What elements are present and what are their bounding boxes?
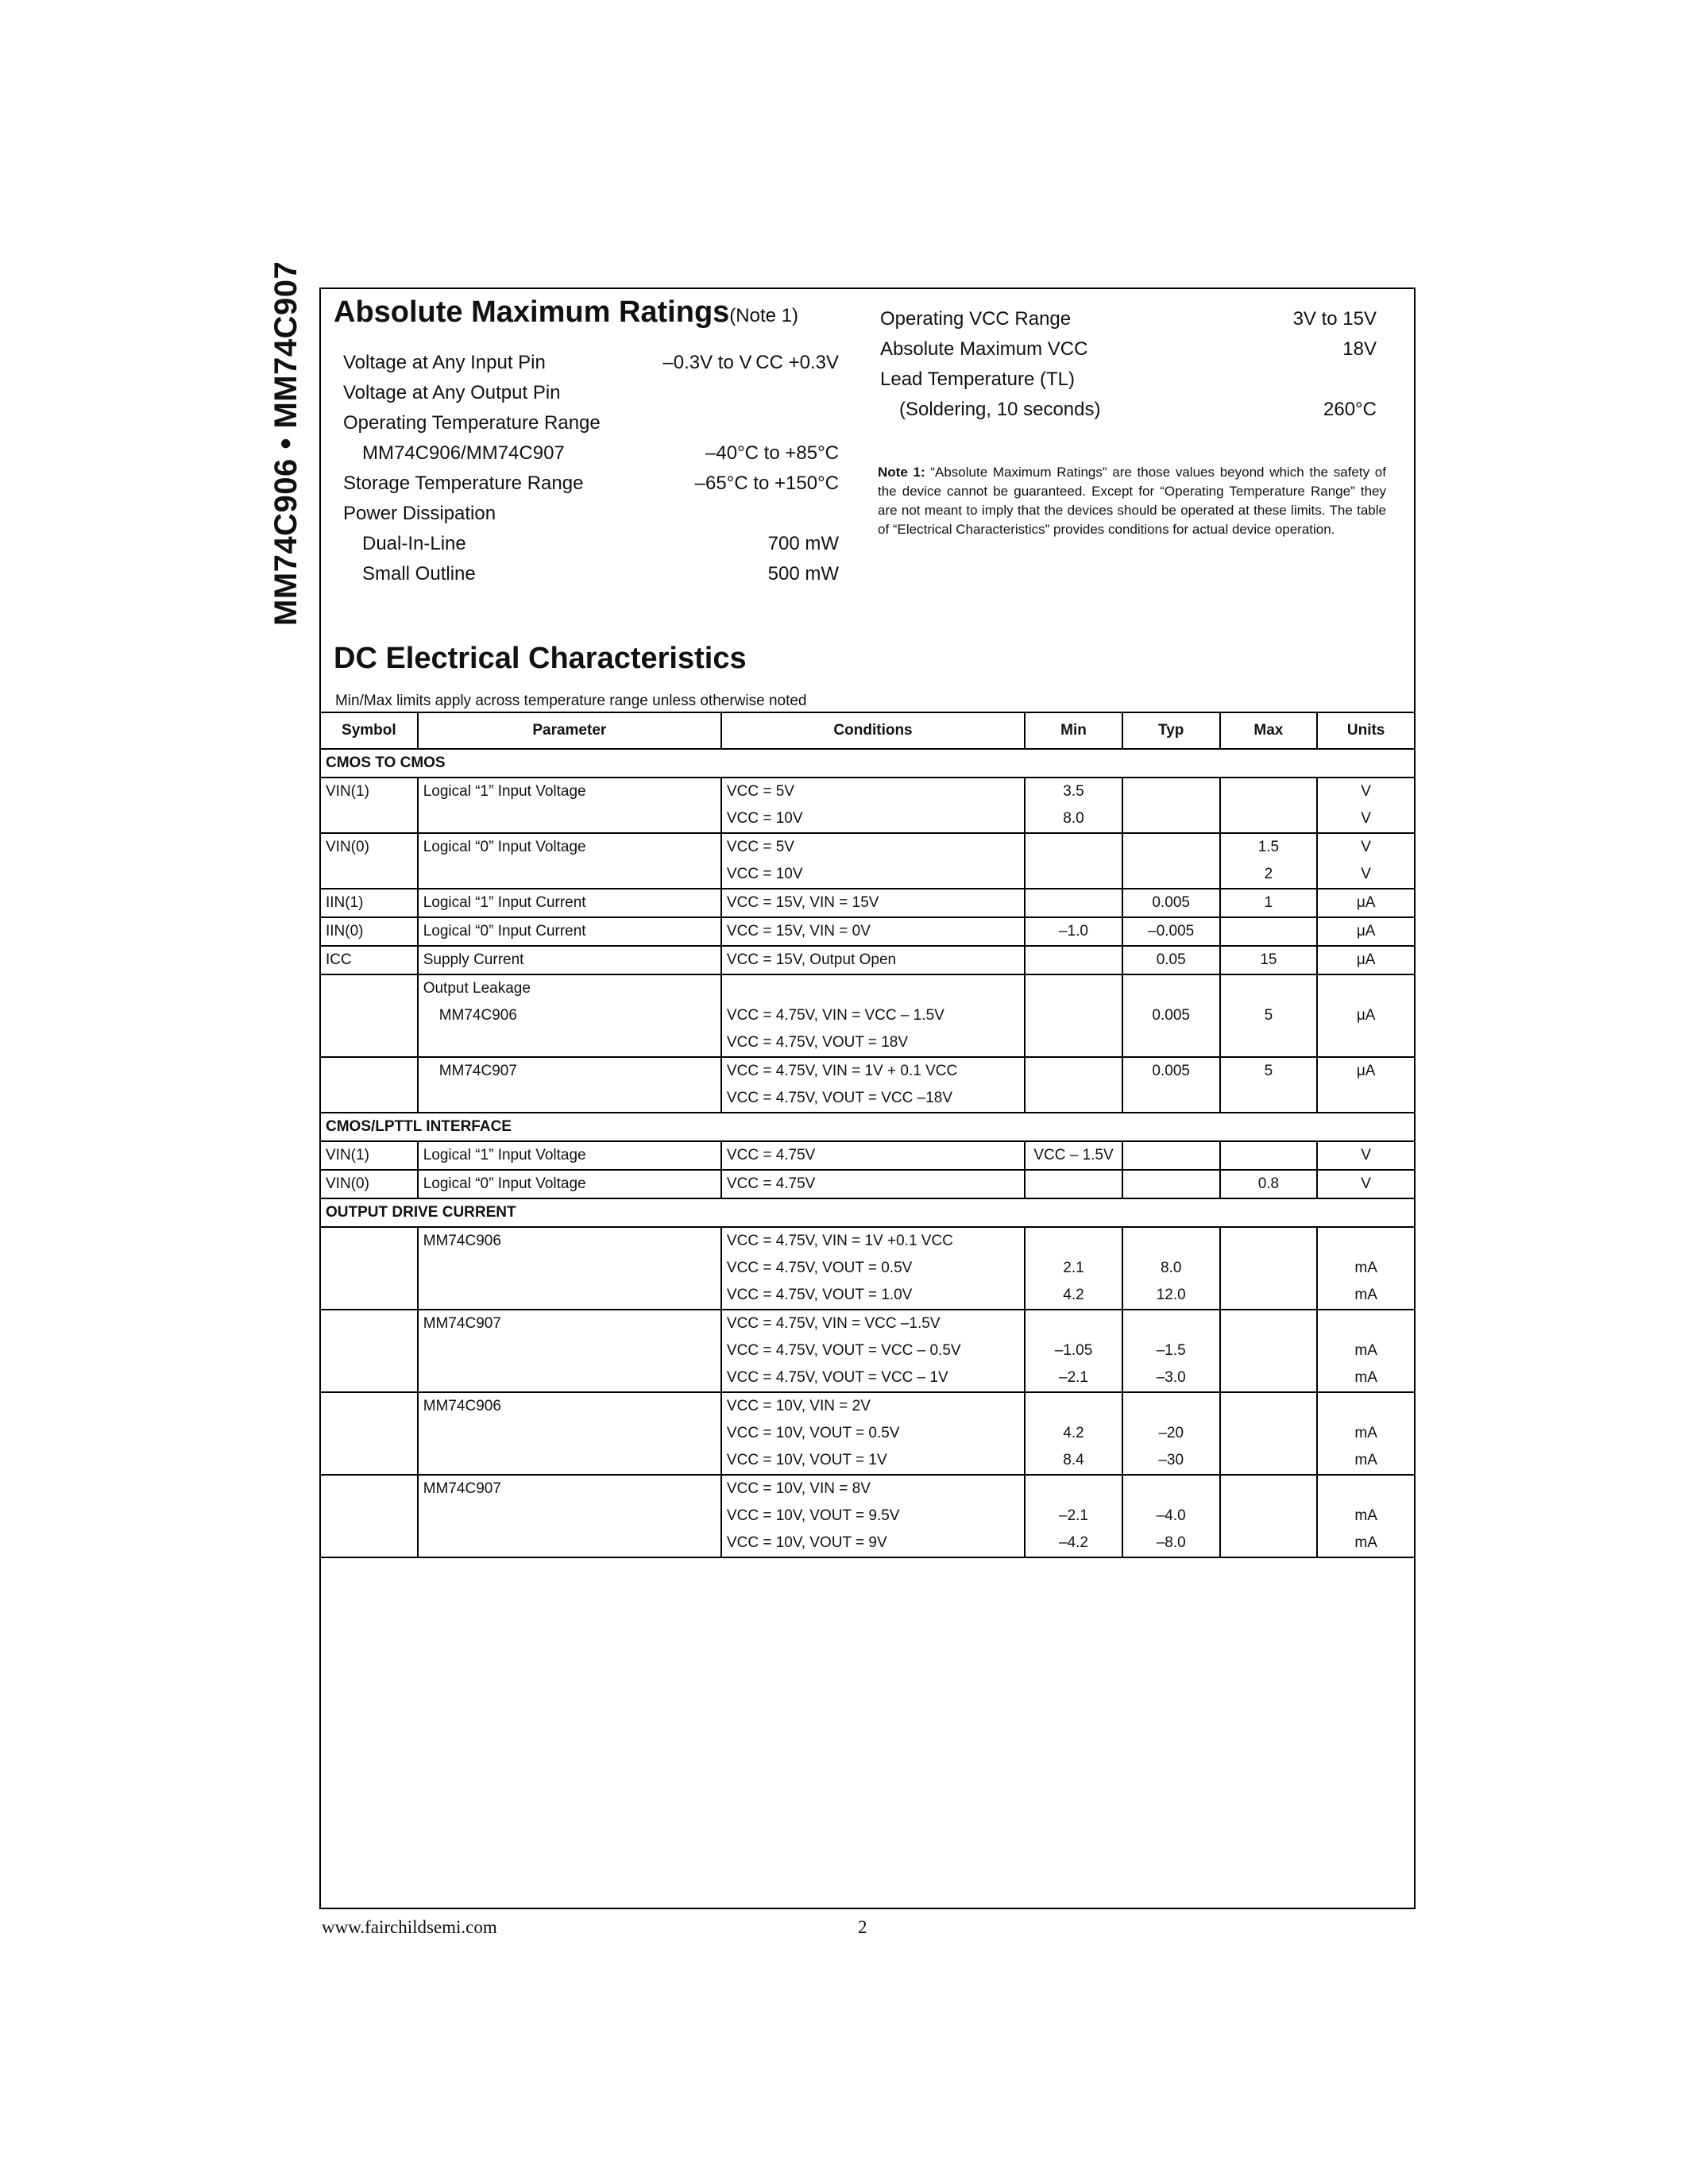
- table-row: [320, 1002, 1415, 1029]
- abs-right-label-0: Operating VCC Range: [880, 308, 1072, 330]
- cell-typ: 0.005: [1122, 1057, 1220, 1085]
- cell-units: μA: [1317, 1057, 1415, 1085]
- table-row: [320, 1057, 1415, 1085]
- cell-units: [1317, 1475, 1415, 1503]
- table-row: [320, 1282, 1415, 1310]
- table-row: [320, 1085, 1415, 1113]
- cell-symbol: [320, 805, 418, 833]
- cell-min: [1025, 1392, 1122, 1420]
- cell-max: [1220, 1085, 1318, 1113]
- cell-parameter: Logical “0” Input Voltage: [418, 1170, 721, 1198]
- cell-typ: [1122, 1085, 1220, 1113]
- cell-conditions: VCC = 10V: [721, 861, 1025, 889]
- cell-units: mA: [1317, 1420, 1415, 1447]
- cell-parameter: [418, 1420, 721, 1447]
- cell-conditions: [721, 974, 1025, 1002]
- section-row: [320, 749, 1415, 778]
- cell-conditions: VCC = 4.75V, VOUT = 18V: [721, 1029, 1025, 1057]
- cell-units: [1317, 1392, 1415, 1420]
- abs-max-note-ref: (Note 1): [729, 305, 798, 326]
- cell-max: [1220, 778, 1318, 805]
- cell-parameter: MM74C906: [418, 1002, 721, 1029]
- cell-conditions: VCC = 10V, VOUT = 1V: [721, 1447, 1025, 1475]
- table-row: [320, 861, 1415, 889]
- cell-symbol: VIN(0): [320, 833, 418, 861]
- abs-left-value-7: 500 mW: [767, 563, 839, 585]
- cell-min: 3.5: [1025, 778, 1122, 805]
- cell-symbol: [320, 1475, 418, 1503]
- cell-min: –2.1: [1025, 1364, 1122, 1392]
- cell-symbol: VIN(0): [320, 1170, 418, 1198]
- cell-conditions: VCC = 10V, VOUT = 9.5V: [721, 1503, 1025, 1530]
- table-row: [320, 1141, 1415, 1170]
- table-row: [320, 1420, 1415, 1447]
- cell-symbol: [320, 1002, 418, 1029]
- cell-units: mA: [1317, 1503, 1415, 1530]
- cell-min: [1025, 1029, 1122, 1057]
- cell-min: [1025, 946, 1122, 974]
- cell-parameter: [418, 1337, 721, 1364]
- cell-min: [1025, 861, 1122, 889]
- cell-parameter: [418, 1255, 721, 1282]
- cell-parameter: [418, 1447, 721, 1475]
- cell-symbol: [320, 1364, 418, 1392]
- cell-typ: 0.05: [1122, 946, 1220, 974]
- cell-max: [1220, 1029, 1318, 1057]
- cell-parameter: Supply Current: [418, 946, 721, 974]
- table-row: [320, 1310, 1415, 1337]
- cell-symbol: VIN(1): [320, 778, 418, 805]
- cell-conditions: VCC = 10V, VIN = 2V: [721, 1392, 1025, 1420]
- cell-symbol: [320, 1085, 418, 1113]
- cell-parameter: Logical “0” Input Current: [418, 917, 721, 946]
- cell-typ: 0.005: [1122, 1002, 1220, 1029]
- abs-right-label-1: Absolute Maximum VCC: [880, 338, 1088, 360]
- section-row: [320, 1113, 1415, 1141]
- abs-left-label-2: Operating Temperature Range: [343, 412, 601, 434]
- cell-units: mA: [1317, 1530, 1415, 1557]
- cell-typ: [1122, 805, 1220, 833]
- abs-left-label-1: Voltage at Any Output Pin: [343, 382, 561, 403]
- table-row: [320, 1475, 1415, 1503]
- abs-left-label-7: Small Outline: [362, 563, 476, 585]
- cell-symbol: [320, 1227, 418, 1255]
- cell-typ: 8.0: [1122, 1255, 1220, 1282]
- cell-min: [1025, 1227, 1122, 1255]
- cell-min: 4.2: [1025, 1420, 1122, 1447]
- cell-max: [1220, 1310, 1318, 1337]
- cell-min: [1025, 1475, 1122, 1503]
- cell-max: [1220, 1227, 1318, 1255]
- header-conditions: Conditions: [721, 712, 1025, 749]
- abs-right-label-2: Lead Temperature (TL): [880, 369, 1076, 390]
- cell-symbol: IIN(1): [320, 889, 418, 917]
- cell-units: μA: [1317, 946, 1415, 974]
- abs-left-label-6: Dual-In-Line: [362, 533, 466, 554]
- abs-left-value-0: –0.3V to V CC +0.3V: [662, 352, 839, 373]
- cell-conditions: VCC = 4.75V: [721, 1141, 1025, 1170]
- table-row: [320, 1029, 1415, 1057]
- cell-typ: [1122, 1475, 1220, 1503]
- table-row: [320, 974, 1415, 1002]
- cell-min: –1.0: [1025, 917, 1122, 946]
- cell-min: 8.0: [1025, 805, 1122, 833]
- cell-max: [1220, 1364, 1318, 1392]
- cell-typ: [1122, 1029, 1220, 1057]
- table-row: [320, 1392, 1415, 1420]
- table-row: [320, 889, 1415, 917]
- cell-max: [1220, 917, 1318, 946]
- cell-units: mA: [1317, 1447, 1415, 1475]
- cell-parameter: Logical “0” Input Voltage: [418, 833, 721, 861]
- cell-parameter: MM74C906: [418, 1392, 721, 1420]
- cell-symbol: [320, 1392, 418, 1420]
- cell-min: [1025, 1170, 1122, 1198]
- cell-min: 4.2: [1025, 1282, 1122, 1310]
- cell-typ: [1122, 1310, 1220, 1337]
- cell-typ: –30: [1122, 1447, 1220, 1475]
- cell-conditions: VCC = 4.75V, VOUT = VCC – 0.5V: [721, 1337, 1025, 1364]
- cell-conditions: VCC = 15V, VIN = 0V: [721, 917, 1025, 946]
- cell-max: 15: [1220, 946, 1318, 974]
- cell-max: [1220, 1282, 1318, 1310]
- table-row: [320, 946, 1415, 974]
- cell-units: V: [1317, 805, 1415, 833]
- cell-max: [1220, 805, 1318, 833]
- cell-symbol: IIN(0): [320, 917, 418, 946]
- cell-parameter: [418, 1364, 721, 1392]
- abs-right-value-3: 260°C: [1323, 399, 1377, 420]
- cell-parameter: Logical “1” Input Voltage: [418, 1141, 721, 1170]
- table-row: [320, 778, 1415, 805]
- cell-max: [1220, 1503, 1318, 1530]
- cell-typ: 12.0: [1122, 1282, 1220, 1310]
- table-row: [320, 1337, 1415, 1364]
- cell-symbol: [320, 1420, 418, 1447]
- cell-units: [1317, 1227, 1415, 1255]
- cell-conditions: VCC = 15V, VIN = 15V: [721, 889, 1025, 917]
- cell-units: [1317, 1029, 1415, 1057]
- table-header-row: [320, 712, 1415, 749]
- cell-min: [1025, 1057, 1122, 1085]
- header-min: Min: [1025, 712, 1122, 749]
- cell-max: [1220, 1475, 1318, 1503]
- cell-max: [1220, 1530, 1318, 1557]
- table-row: [320, 833, 1415, 861]
- cell-symbol: [320, 1447, 418, 1475]
- cell-typ: [1122, 833, 1220, 861]
- cell-typ: –3.0: [1122, 1364, 1220, 1392]
- cell-symbol: [320, 1503, 418, 1530]
- cell-min: [1025, 1310, 1122, 1337]
- table-row: [320, 805, 1415, 833]
- cell-typ: 0.005: [1122, 889, 1220, 917]
- cell-symbol: [320, 861, 418, 889]
- cell-units: mA: [1317, 1337, 1415, 1364]
- abs-left-label-0: Voltage at Any Input Pin: [343, 352, 546, 373]
- table-row: [320, 1447, 1415, 1475]
- table-row: [320, 1227, 1415, 1255]
- cell-parameter: Logical “1” Input Current: [418, 889, 721, 917]
- cell-conditions: VCC = 4.75V, VIN = 1V +0.1 VCC: [721, 1227, 1025, 1255]
- cell-symbol: [320, 1337, 418, 1364]
- cell-conditions: VCC = 5V: [721, 778, 1025, 805]
- header-max: Max: [1220, 712, 1318, 749]
- header-symbol: Symbol: [320, 712, 418, 749]
- table-row: [320, 1364, 1415, 1392]
- cell-typ: –4.0: [1122, 1503, 1220, 1530]
- abs-left-value-3: –40°C to +85°C: [705, 442, 839, 464]
- cell-conditions: VCC = 4.75V: [721, 1170, 1025, 1198]
- cell-conditions: VCC = 10V: [721, 805, 1025, 833]
- cell-max: [1220, 1447, 1318, 1475]
- cell-typ: –0.005: [1122, 917, 1220, 946]
- cell-typ: –8.0: [1122, 1530, 1220, 1557]
- cell-min: [1025, 1085, 1122, 1113]
- cell-units: V: [1317, 833, 1415, 861]
- cell-symbol: VIN(1): [320, 1141, 418, 1170]
- cell-min: [1025, 833, 1122, 861]
- cell-units: μA: [1317, 889, 1415, 917]
- cell-max: [1220, 1337, 1318, 1364]
- cell-units: mA: [1317, 1364, 1415, 1392]
- cell-symbol: ICC: [320, 946, 418, 974]
- cell-max: [1220, 1420, 1318, 1447]
- cell-max: 1.5: [1220, 833, 1318, 861]
- abs-left-label-5: Power Dissipation: [343, 503, 496, 524]
- cell-units: V: [1317, 1141, 1415, 1170]
- cell-units: V: [1317, 778, 1415, 805]
- cell-units: μA: [1317, 1002, 1415, 1029]
- table-row: [320, 1255, 1415, 1282]
- abs-right-value-1: 18V: [1342, 338, 1377, 360]
- section-drive: OUTPUT DRIVE CURRENT: [320, 1198, 1415, 1227]
- header-units: Units: [1317, 712, 1415, 749]
- table-row: [320, 1503, 1415, 1530]
- cell-conditions: VCC = 4.75V, VOUT = VCC –18V: [721, 1085, 1025, 1113]
- cell-max: 2: [1220, 861, 1318, 889]
- table-row: [320, 917, 1415, 946]
- abs-right-label-3: (Soldering, 10 seconds): [899, 399, 1101, 420]
- abs-left-value-4: –65°C to +150°C: [694, 473, 839, 494]
- cell-units: V: [1317, 1170, 1415, 1198]
- cell-min: VCC – 1.5V: [1025, 1141, 1122, 1170]
- cell-parameter: [418, 861, 721, 889]
- cell-parameter: MM74C906: [418, 1227, 721, 1255]
- cell-parameter: MM74C907: [418, 1310, 721, 1337]
- cell-min: –4.2: [1025, 1530, 1122, 1557]
- side-part-number-title: MM74C906 • MM74C907: [268, 260, 303, 626]
- cell-parameter: [418, 1085, 721, 1113]
- cell-parameter: [418, 1029, 721, 1057]
- abs-left-label-4: Storage Temperature Range: [343, 473, 584, 494]
- cell-units: V: [1317, 861, 1415, 889]
- cell-units: [1317, 974, 1415, 1002]
- abs-max-title: Absolute Maximum Ratings: [334, 295, 730, 329]
- cell-symbol: [320, 1282, 418, 1310]
- section-lpttl: CMOS/LPTTL INTERFACE: [320, 1113, 1415, 1141]
- note-text: “Absolute Maximum Ratings” are those values beyond which the safety of the device cannot be guaranteed. Except for “Operating Temperature Range” they are not meant to imply that the devices should be operated at these limits. The table of “Electrical Characteristics” provides conditions for actual device operation.: [878, 465, 1386, 537]
- dc-subtitle: Min/Max limits apply across temperature range unless otherwise noted: [335, 693, 807, 709]
- cell-parameter: [418, 1282, 721, 1310]
- cell-min: 8.4: [1025, 1447, 1122, 1475]
- cell-conditions: VCC = 10V, VIN = 8V: [721, 1475, 1025, 1503]
- abs-left-value-6: 700 mW: [767, 533, 839, 554]
- cell-conditions: VCC = 4.75V, VIN = VCC – 1.5V: [721, 1002, 1025, 1029]
- cell-conditions: VCC = 15V, Output Open: [721, 946, 1025, 974]
- cell-units: [1317, 1085, 1415, 1113]
- cell-parameter: [418, 1530, 721, 1557]
- cell-conditions: VCC = 4.75V, VOUT = VCC – 1V: [721, 1364, 1025, 1392]
- cell-max: 0.8: [1220, 1170, 1318, 1198]
- cell-min: [1025, 889, 1122, 917]
- cell-typ: [1122, 1227, 1220, 1255]
- cell-max: [1220, 974, 1318, 1002]
- cell-symbol: [320, 1530, 418, 1557]
- footer-page-number: 2: [858, 1917, 867, 1937]
- cell-symbol: [320, 1057, 418, 1085]
- cell-conditions: VCC = 10V, VOUT = 9V: [721, 1530, 1025, 1557]
- header-parameter: Parameter: [418, 712, 721, 749]
- cell-max: [1220, 1141, 1318, 1170]
- dc-characteristics-table: [319, 712, 1416, 1558]
- cell-min: –2.1: [1025, 1503, 1122, 1530]
- cell-symbol: [320, 1310, 418, 1337]
- header-typ: Typ: [1122, 712, 1220, 749]
- cell-typ: [1122, 1392, 1220, 1420]
- section-cmos: CMOS TO CMOS: [320, 749, 1415, 778]
- cell-units: μA: [1317, 917, 1415, 946]
- dc-title: DC Electrical Characteristics: [334, 642, 747, 675]
- abs-right-value-0: 3V to 15V: [1292, 308, 1377, 330]
- cell-typ: [1122, 778, 1220, 805]
- cell-max: 5: [1220, 1002, 1318, 1029]
- cell-parameter: Logical “1” Input Voltage: [418, 778, 721, 805]
- cell-typ: [1122, 861, 1220, 889]
- cell-symbol: [320, 1255, 418, 1282]
- cell-parameter: [418, 805, 721, 833]
- cell-typ: [1122, 974, 1220, 1002]
- cell-max: 5: [1220, 1057, 1318, 1085]
- cell-parameter: [418, 1503, 721, 1530]
- cell-conditions: VCC = 10V, VOUT = 0.5V: [721, 1420, 1025, 1447]
- cell-max: [1220, 1255, 1318, 1282]
- cell-parameter: Output Leakage: [418, 974, 721, 1002]
- abs-left-label-3: MM74C906/MM74C907: [362, 442, 565, 464]
- cell-typ: [1122, 1141, 1220, 1170]
- note-label: Note 1:: [878, 465, 925, 480]
- section-row: [320, 1198, 1415, 1227]
- footer-website: www.fairchildsemi.com: [322, 1917, 497, 1937]
- table-row: [320, 1170, 1415, 1198]
- cell-min: [1025, 974, 1122, 1002]
- cell-min: [1025, 1002, 1122, 1029]
- cell-conditions: VCC = 4.75V, VOUT = 0.5V: [721, 1255, 1025, 1282]
- cell-conditions: VCC = 4.75V, VIN = 1V + 0.1 VCC: [721, 1057, 1025, 1085]
- cell-parameter: MM74C907: [418, 1475, 721, 1503]
- cell-min: 2.1: [1025, 1255, 1122, 1282]
- cell-parameter: MM74C907: [418, 1057, 721, 1085]
- cell-conditions: VCC = 4.75V, VOUT = 1.0V: [721, 1282, 1025, 1310]
- cell-typ: [1122, 1170, 1220, 1198]
- cell-symbol: [320, 1029, 418, 1057]
- cell-conditions: VCC = 5V: [721, 833, 1025, 861]
- cell-conditions: VCC = 4.75V, VIN = VCC –1.5V: [721, 1310, 1025, 1337]
- cell-max: [1220, 1392, 1318, 1420]
- cell-units: [1317, 1310, 1415, 1337]
- cell-units: mA: [1317, 1282, 1415, 1310]
- table-row: [320, 1530, 1415, 1557]
- cell-typ: –1.5: [1122, 1337, 1220, 1364]
- abs-max-note: [878, 463, 1386, 539]
- cell-max: 1: [1220, 889, 1318, 917]
- abs-max-heading: [334, 295, 798, 330]
- cell-symbol: [320, 974, 418, 1002]
- cell-min: –1.05: [1025, 1337, 1122, 1364]
- cell-typ: –20: [1122, 1420, 1220, 1447]
- cell-units: mA: [1317, 1255, 1415, 1282]
